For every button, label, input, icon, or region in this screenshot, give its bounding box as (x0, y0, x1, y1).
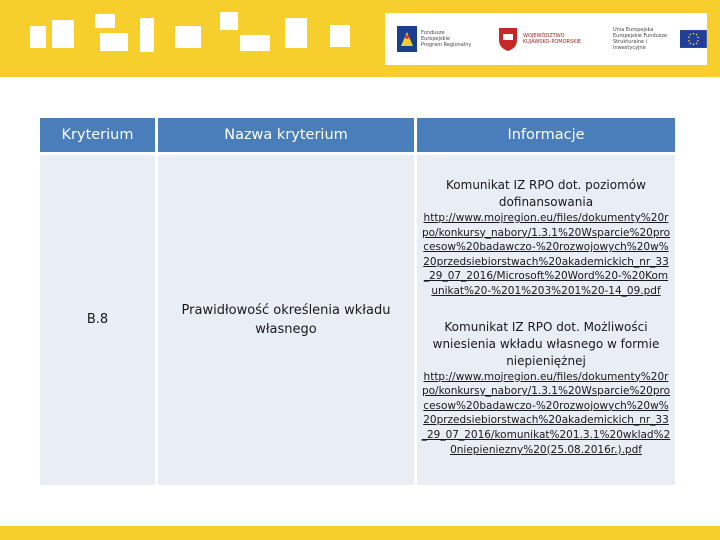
banner-decoration (100, 33, 128, 51)
column-header-criterion-name: Nazwa kryterium (158, 118, 414, 152)
logo-unia-europejska: Unia Europejska Europejskie Fundusze Strukturalne i Inwestycyjne (613, 19, 707, 59)
bottom-band (0, 526, 720, 540)
eu-flag-icon (680, 29, 707, 49)
cell-criterion-name (158, 155, 414, 485)
banner-decoration (30, 26, 46, 48)
top-banner (0, 0, 720, 77)
info-title-2: Komunikat IZ RPO dot. Możliwości wniesienia wkładu własnego w formie niepieniężnej (432, 319, 660, 368)
banner-decoration (240, 35, 270, 51)
fundusze-logo-icon (397, 26, 417, 52)
banner-decoration (330, 25, 350, 47)
info-link-2[interactable]: http://www.mojregion.eu/files/dokumenty%20rpo/konkursy_nabory/1.3.1%20Wsparcie%20procesow%20badawczo-%20rozwojowych%20w%20przedsiebiorstwach%20akademickich_nr_33_29_07_2016/komunikat%201.3.1%20wklad%20niepieniezny%20(25.08.2016r.).pdf (421, 370, 671, 456)
column-header-information: Informacje (417, 118, 675, 152)
cell-information (417, 155, 675, 485)
logo-fundusze-europejskie: Fundusze Europejskie Program Regionalny (397, 19, 471, 59)
logo-kujawsko-pomorskie: WOJEWÓDZTWO KUJAWSKO-POMORSKIE (497, 19, 581, 59)
banner-decoration (140, 18, 154, 52)
criterion-code: B.8 (86, 312, 109, 327)
banner-decoration (95, 14, 115, 28)
criterion-name: Prawidłowość określenia wkładu własnego (181, 303, 391, 337)
info-link-1[interactable]: http://www.mojregion.eu/files/dokumenty%20rpo/konkursy_nabory/1.3.1%20Wsparcie%20procesow%20badawczo-%20rozwojowych%20w%20przedsiebiorstwach%20akademickich_nr_33_29_07_2016/Microsoft%20Word%20-%20Komunikat%20-%201%203%201%20-14_09.pdf (421, 212, 671, 297)
banner-decoration (220, 12, 238, 30)
info-title-1: Komunikat IZ RPO dot. poziomów dofinansowania (446, 178, 646, 209)
banner-decoration (285, 18, 307, 48)
banner-decoration (52, 20, 74, 48)
coat-of-arms-icon (497, 26, 519, 52)
banner-decoration (175, 26, 201, 48)
column-header-criterion: Kryterium (40, 118, 155, 152)
cell-criterion (40, 155, 155, 485)
logo-bar (385, 13, 707, 65)
